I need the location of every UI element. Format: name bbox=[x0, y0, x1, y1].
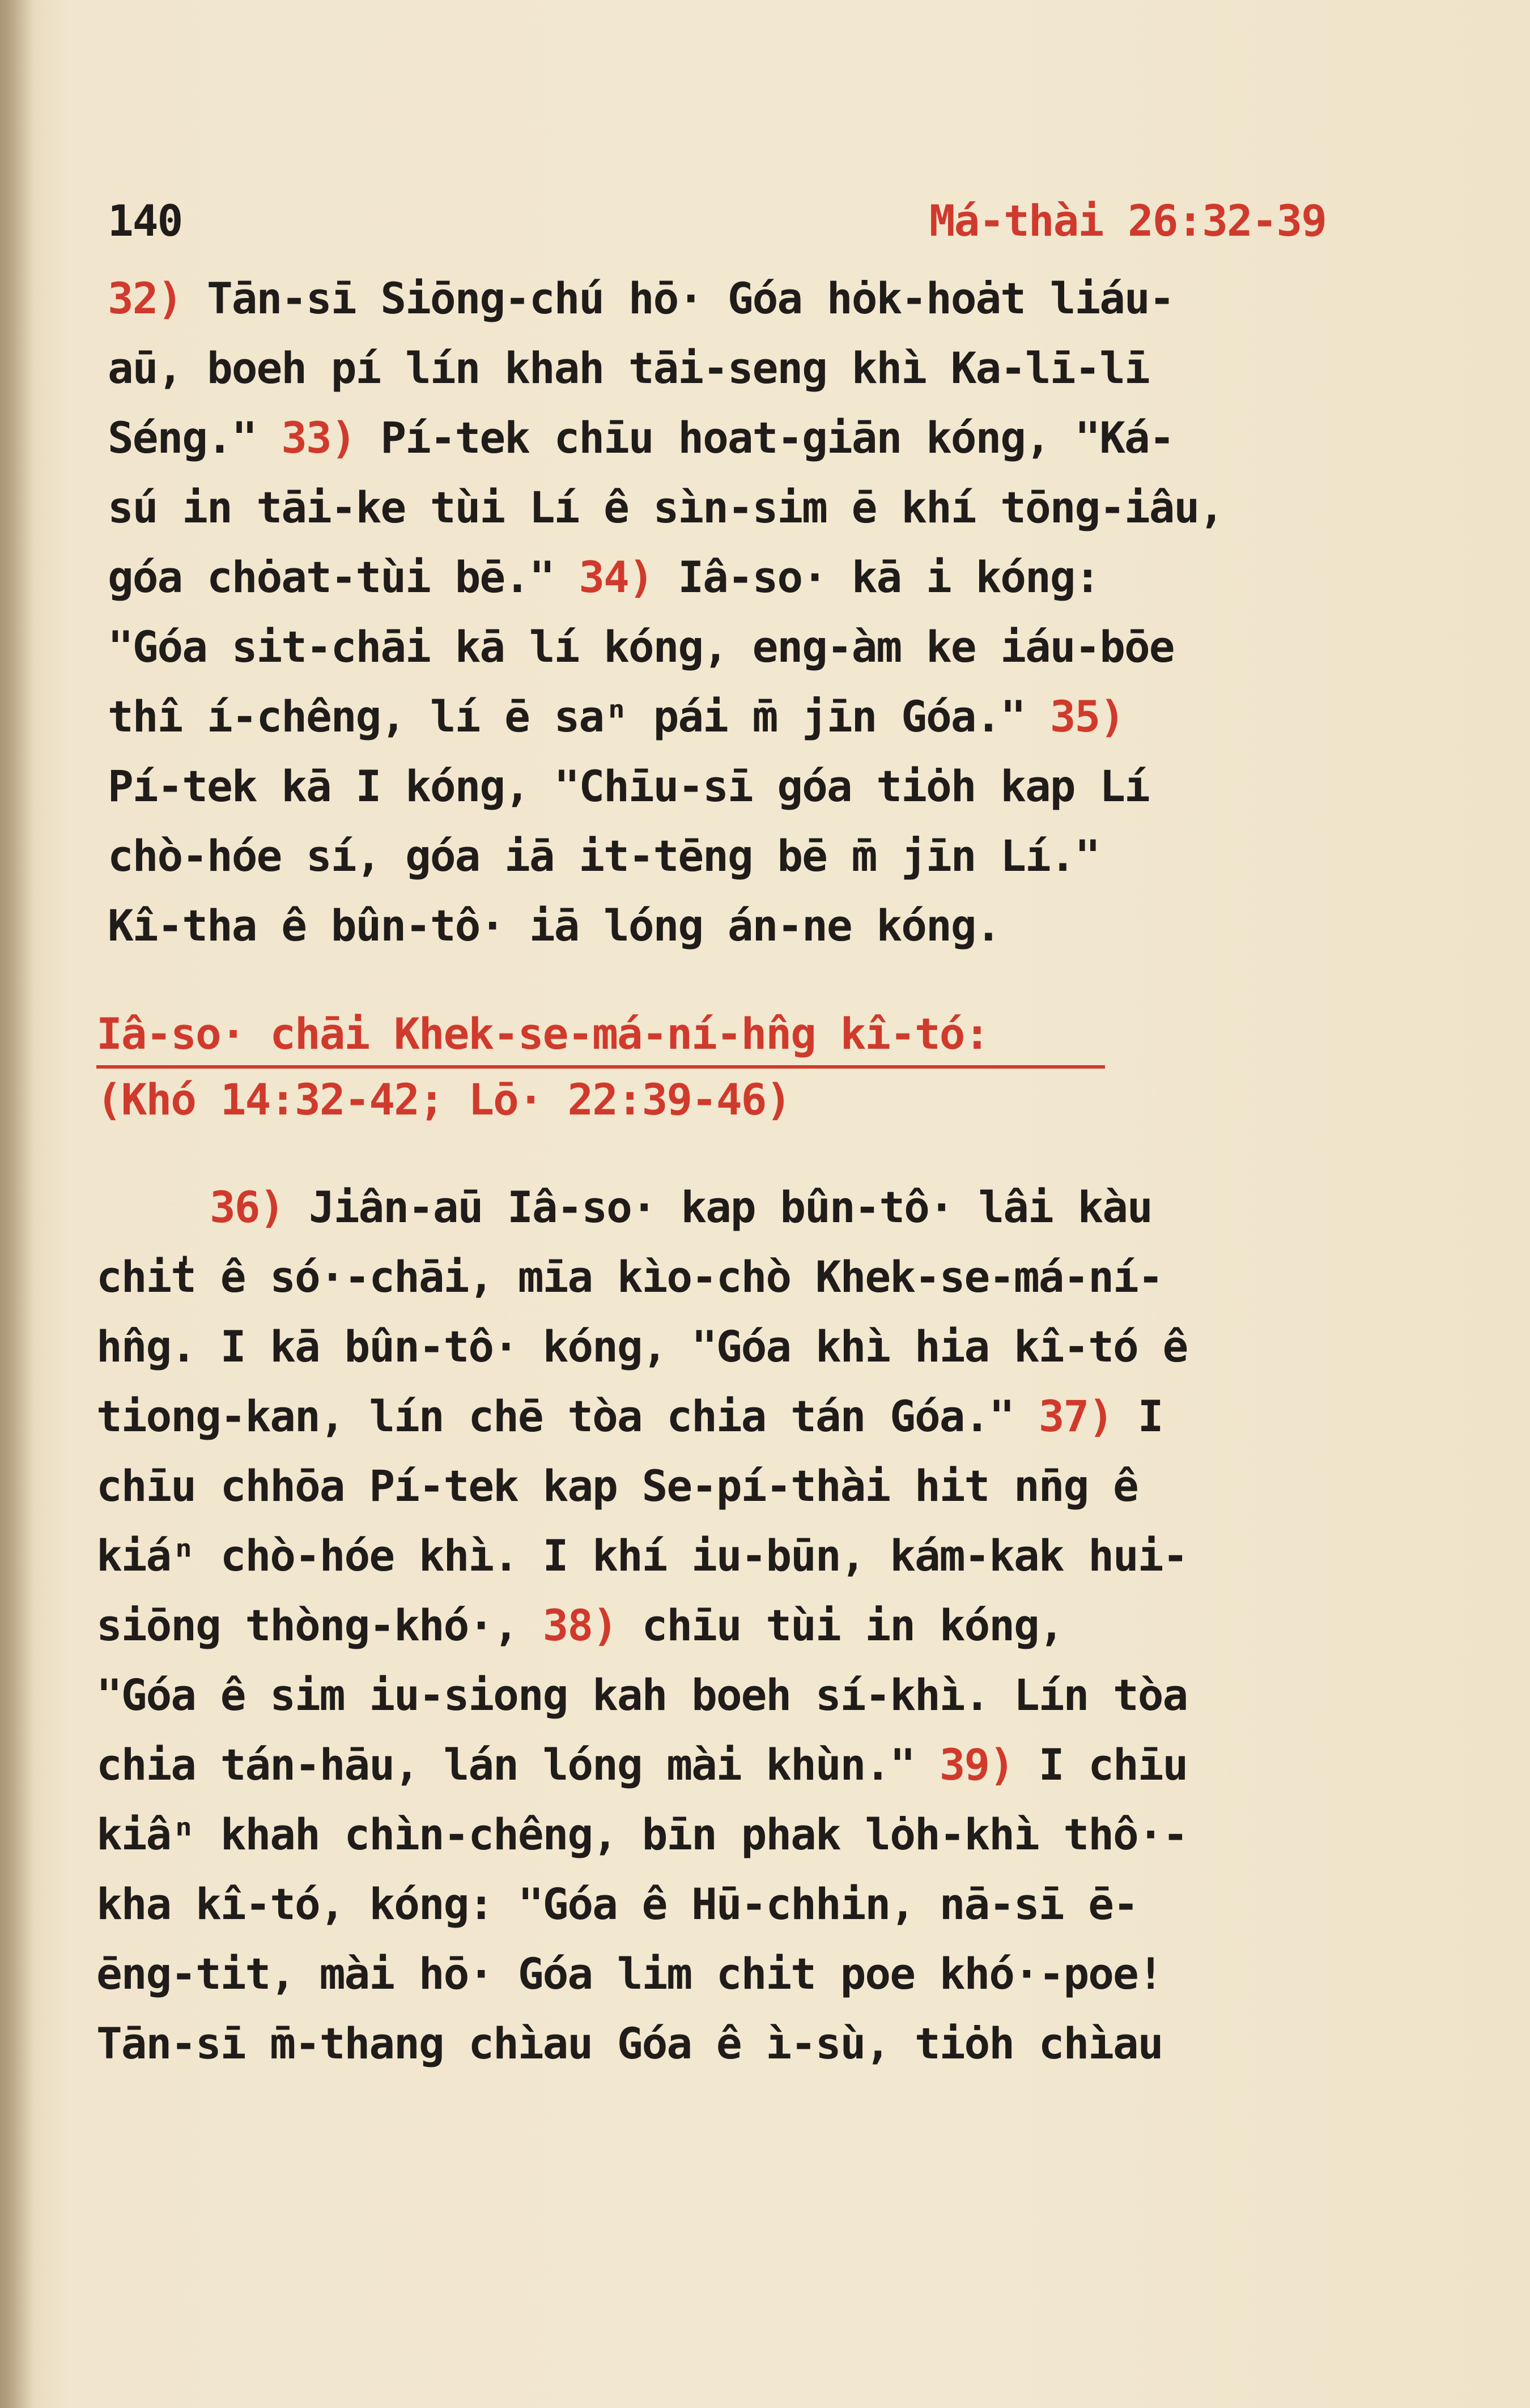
section-references: (Khó 14:32-42; Lō· 22:39-46) bbox=[96, 1074, 791, 1125]
text-segment: kha kî-tó, kóng: "Góa ê Hū-chhin, nā-sī ē- bbox=[96, 1879, 1138, 1929]
text-segment: "Góa sit-chāi kā lí kóng, eng-àm ke iáu-bōe bbox=[108, 622, 1174, 672]
section-heading bbox=[96, 1009, 1173, 1131]
text-segment: thî í-chêng, lí ē saⁿ pái m̄ jīn Góa." bbox=[108, 691, 1050, 742]
verse-number: 37) bbox=[1038, 1391, 1114, 1441]
verse-number: 35) bbox=[1049, 691, 1125, 742]
text-segment: chò-hóe sí, góa iā it-tēng bē m̄ jīn Lí." bbox=[108, 831, 1100, 881]
text-segment: I chīu bbox=[1013, 1739, 1188, 1790]
text-line bbox=[96, 2009, 1400, 2079]
text-segment: chia tán-hāu, lán lóng mài khùn." bbox=[96, 1739, 940, 1790]
text-segment: Pí-tek kā I kóng, "Chīu-sī góa tiȯh kap Lí bbox=[108, 761, 1149, 811]
text-segment: Pí-tek chīu hoat-giān kóng, "Ká- bbox=[355, 412, 1174, 463]
text-line bbox=[108, 612, 1411, 682]
text-segment: chīu tùi in kóng, bbox=[617, 1600, 1064, 1650]
text-line bbox=[108, 333, 1411, 403]
text-line bbox=[96, 1382, 1400, 1452]
verse-number: 39) bbox=[939, 1739, 1014, 1790]
text-line bbox=[96, 1939, 1400, 2009]
text-segment: "Góa ê sim iu-siong kah boeh sí-khì. Lín tòa bbox=[96, 1670, 1188, 1720]
verse-number: 33) bbox=[281, 412, 356, 463]
verse-number: 34) bbox=[579, 552, 653, 602]
verse-number: 36) bbox=[210, 1182, 284, 1232]
text-line bbox=[96, 1800, 1400, 1870]
verse-number: 32) bbox=[108, 273, 182, 324]
text-line bbox=[96, 1661, 1400, 1730]
text-line bbox=[96, 1312, 1400, 1382]
page-header bbox=[108, 195, 1326, 252]
text-line bbox=[96, 1591, 1400, 1661]
text-line bbox=[108, 542, 1411, 612]
page-number: 140 bbox=[108, 195, 182, 246]
text-line bbox=[108, 263, 1411, 333]
text-segment: Séng." bbox=[108, 412, 282, 463]
text-segment: Iâ-so· kā i kóng: bbox=[653, 552, 1100, 602]
text-line bbox=[108, 403, 1411, 473]
text-segment: Kî-tha ê bûn-tô· iā lóng án-ne kóng. bbox=[108, 900, 1001, 951]
spine-shadow bbox=[0, 0, 34, 2408]
text-line bbox=[96, 1730, 1400, 1800]
text-line bbox=[96, 1870, 1400, 1939]
text-segment: chīu chhōa Pí-tek kap Se-pí-thài hit nn̄g ê bbox=[96, 1461, 1138, 1511]
running-head: Má-thài 26:32-39 bbox=[929, 195, 1326, 246]
text-segment: Tān-sī Siōng-chú hō· Góa hȯk-hoȧt liáu- bbox=[182, 273, 1174, 324]
text-segment: góa chȯat-tùi bē." bbox=[108, 552, 579, 602]
text-segment: siōng thòng-khó·, bbox=[96, 1600, 543, 1650]
text-line bbox=[96, 1452, 1400, 1521]
text-line bbox=[108, 473, 1411, 542]
text-line bbox=[96, 1173, 1400, 1243]
text-line bbox=[108, 891, 1411, 960]
text-line bbox=[96, 1521, 1400, 1591]
text-line bbox=[108, 751, 1411, 821]
text-segment: chi̍t ê só·-chāi, mīa kìo-chò Khek-se-má-ní- bbox=[96, 1252, 1163, 1302]
verse-number: 38) bbox=[542, 1600, 617, 1650]
text-segment: aū, boeh pí lín khah tāi-seng khì Ka-lī-lī bbox=[108, 343, 1149, 393]
text-line bbox=[108, 682, 1411, 751]
section-title: Iâ-so· chāi Khek-se-má-ní-hn̂g kî-tó: bbox=[96, 1009, 1105, 1069]
text-segment: ēng-tit, mài hō· Góa lim chit poe khó·-poe! bbox=[96, 1948, 1163, 1999]
text-segment: hn̂g. I kā bûn-tô· kóng, "Góa khì hia kî-tó ê bbox=[96, 1321, 1188, 1372]
paragraph-1 bbox=[108, 263, 1411, 960]
text-line bbox=[108, 821, 1411, 891]
text-segment: sú in tāi-ke tùi Lí ê sìn-sim ē khí tōng-iâu, bbox=[108, 482, 1224, 533]
text-segment: kiáⁿ chò-hóe khì. I khí iu-būn, kám-kak hui- bbox=[96, 1530, 1188, 1581]
text-segment: kiâⁿ khah chìn-chêng, bīn phak lȯh-khì thô·- bbox=[96, 1809, 1188, 1860]
text-segment: Jiân-aū Iâ-so· kap bûn-tô· lâi kàu bbox=[284, 1182, 1152, 1232]
paragraph-2 bbox=[96, 1173, 1400, 2079]
text-segment: Tān-sī m̄-thang chìau Góa ê ì-sù, tiȯh chìau bbox=[96, 2018, 1163, 2069]
text-segment: tiong-kan, lín chē tòa chia tán Góa." bbox=[96, 1391, 1039, 1441]
text-segment: I bbox=[1113, 1391, 1163, 1441]
text-line bbox=[96, 1243, 1400, 1312]
